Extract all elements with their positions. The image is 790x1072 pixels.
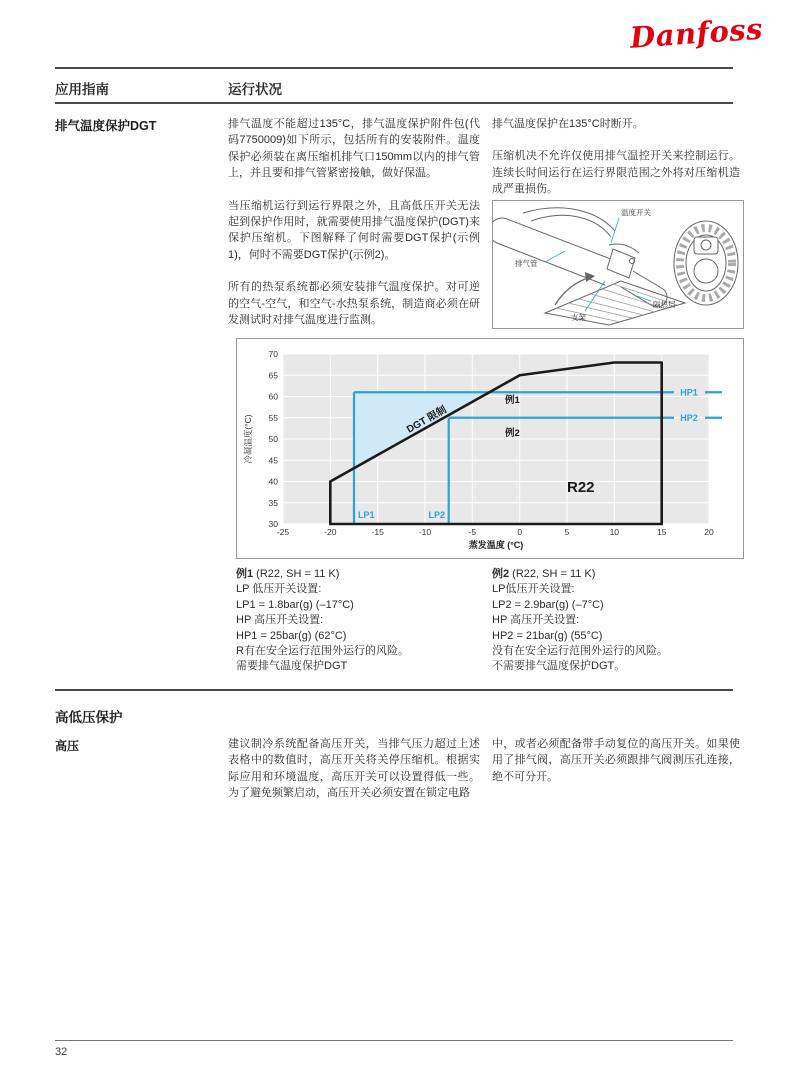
lp2-label: LP2: [428, 510, 445, 520]
paragraph: 建议制冷系统配备高压开关，当排气压力超过上述表格中的数值时，高压开关将关停压缩机。根据实际应用和环境温度，高压开关可以设置得低一些。为了避免频繁启动，高压开关必须安置在锁定电路: [228, 738, 480, 800]
example2-title: 例2: [492, 568, 510, 580]
y-tick: 40: [268, 476, 278, 487]
example2-line: LP2 = 2.9bar(g) (–7°C): [492, 598, 604, 611]
hp1-label: HP1: [680, 387, 698, 398]
y-tick: 55: [268, 412, 278, 423]
paragraph: 当压缩机运行到运行界限之外，且高低压开关无法起到保护作用时，就需要使用排气温度保护(DGT)来保护压缩机。下图解释了何时需要DGT保护(示例1)，何时不需要DGT保护(示例2)。: [228, 199, 480, 261]
example1-line: HP1 = 25bar(g) (62°C): [236, 629, 347, 642]
footer-rule: [55, 1040, 733, 1041]
x-tick: 15: [656, 527, 667, 537]
y-tick: 35: [268, 497, 278, 508]
example2-annotation: 例2: [505, 428, 520, 439]
hp-left-column: [228, 736, 480, 818]
refrigerant-label: R22: [567, 479, 595, 496]
dgt-right-column: [492, 116, 740, 214]
example1-line: 需要排气温度保护DGT: [236, 660, 348, 673]
x-tick: 0: [517, 527, 523, 537]
label-bracket: 支架: [571, 313, 586, 322]
paragraph: 中，或者必须配备带手动复位的高压开关。如果使用了排气阀，高压开关必须跟排气阀测压孔连接，绝不可分开。: [492, 738, 740, 783]
example1-title: 例1: [236, 568, 254, 580]
header-left: 应用指南: [55, 82, 109, 97]
x-tick: -15: [371, 527, 384, 537]
y-tick: 45: [268, 455, 278, 466]
hp-right-column: [492, 736, 740, 801]
y-tick: 30: [268, 519, 278, 529]
dgt-region-label: DGT 限制: [405, 404, 449, 436]
example2-line: HP 高压开关设置:: [492, 614, 580, 627]
label-insulation: 隔热层: [653, 300, 676, 309]
section-title-dgt: 排气温度保护DGT: [55, 119, 157, 133]
dgt-left-column: [228, 116, 480, 344]
paragraph: 排气温度保护在135°C时断开。: [492, 118, 644, 130]
dgt-chart-figure: [236, 338, 744, 559]
y-tick: 50: [268, 434, 278, 444]
lp1-label: LP1: [358, 510, 375, 520]
example1-line: LP 低压开关设置:: [236, 583, 322, 596]
danfoss-logo: Danfoss: [628, 11, 764, 55]
paragraph: 所有的热泵系统都必须安装排气温度保护。对可逆的空气-空气，和空气-水热泵系统，制造商必须在研发测试时对排气温度进行监测。: [228, 281, 480, 327]
example2-line: HP2 = 21bar(g) (55°C): [492, 629, 603, 642]
x-axis-title: 蒸发温度 (°C): [468, 540, 524, 550]
header-rule-top: [55, 67, 733, 69]
example2-line: LP低压开关设置:: [492, 583, 575, 596]
label-temp-switch: 温度开关: [621, 208, 651, 217]
page-number: 32: [55, 1046, 68, 1058]
example2-line: 没有在安全运行范围外运行的风险。: [492, 645, 668, 658]
x-tick: 20: [704, 527, 714, 537]
example2-block: [492, 567, 740, 675]
y-tick: 60: [268, 391, 278, 402]
example2-title-detail: (R22, SH = 11 K): [509, 568, 596, 580]
x-tick: -5: [468, 527, 477, 537]
x-tick: 5: [564, 527, 570, 537]
label-discharge-pipe: 排气管: [515, 259, 538, 268]
dgt-chart: [237, 339, 743, 558]
x-tick: -20: [324, 527, 337, 537]
temp-switch-drawing: [493, 201, 743, 328]
example1-line: R有在安全运行范围外运行的风险。: [236, 645, 409, 658]
paragraph: 压缩机决不允许仅使用排气温控开关来控制运行。连续长时间运行在运行界限范围之外将对压缩机造成严重损伤。: [492, 150, 740, 196]
section-divider: [55, 689, 733, 691]
example1-annotation: 例1: [505, 395, 520, 406]
header-rule-bottom: [55, 102, 733, 104]
x-tick: -10: [418, 527, 432, 537]
example1-title-detail: (R22, SH = 11 K): [253, 568, 340, 580]
y-tick: 65: [268, 370, 278, 381]
paragraph: 排气温度不能超过135°C，排气温度保护附件包(代码7750009)如下所示，包括所有的安装附件。温度保护必须装在离压缩机排气口150mm以内的排气管上，并且要和排气管紧密接触，做好保温。: [228, 118, 480, 180]
example1-block: [236, 567, 486, 675]
x-tick: 10: [609, 527, 620, 537]
row-label-high-pressure: 高压: [55, 739, 80, 753]
x-tick: -25: [276, 527, 290, 537]
y-axis-title: 冷凝温度(°C): [243, 414, 253, 464]
section-title-hp-lp: 高低压保护: [55, 710, 123, 725]
example2-line: 不需要排气温度保护DGT。: [492, 660, 626, 673]
header-right: 运行状况: [228, 82, 282, 97]
temp-switch-figure: [492, 200, 744, 329]
y-tick: 70: [268, 349, 278, 359]
example1-line: LP1 = 1.8bar(g) (–17°C): [236, 598, 354, 611]
example1-line: HP 高压开关设置:: [236, 614, 324, 627]
hp2-label: HP2: [680, 413, 698, 423]
